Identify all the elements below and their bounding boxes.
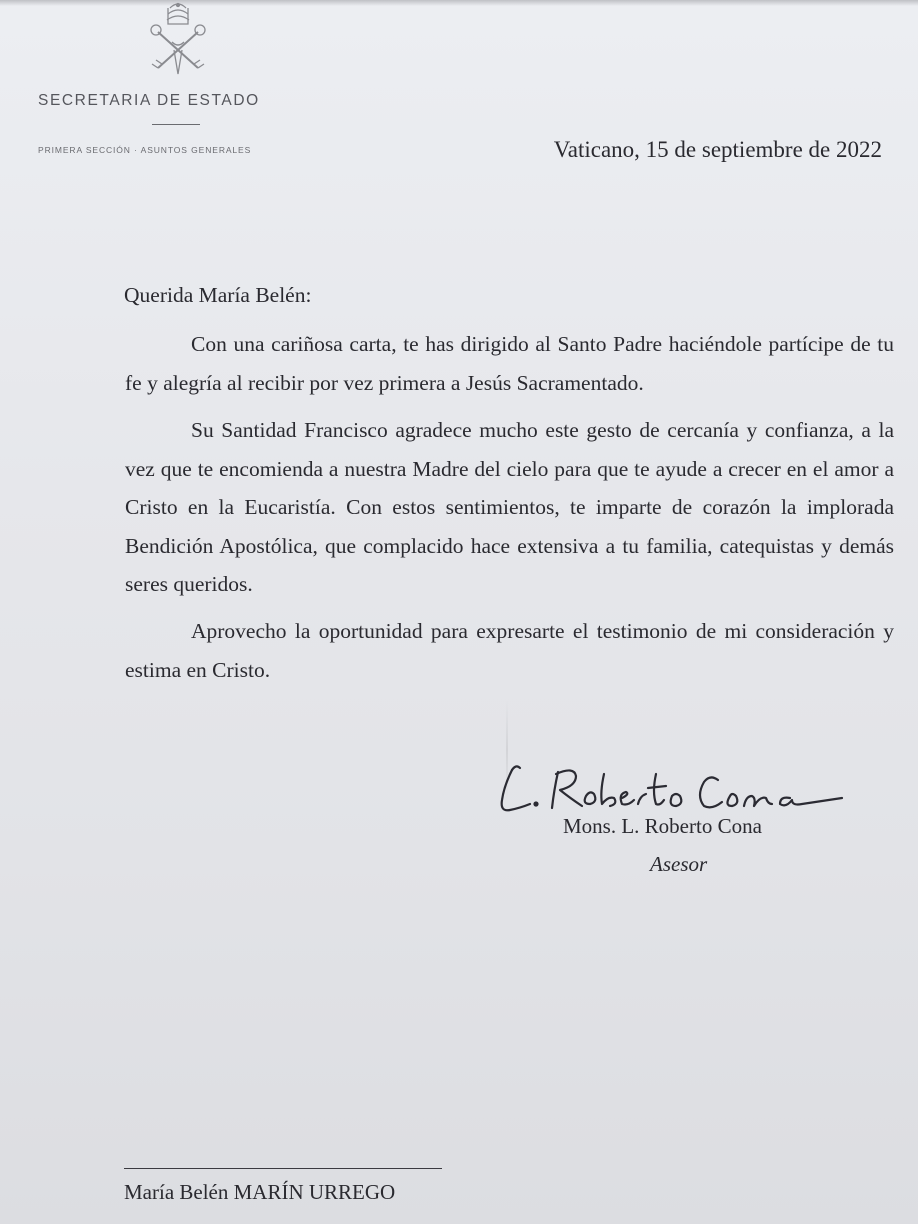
papal-crossed-keys-emblem bbox=[138, 2, 218, 78]
salutation: Querida María Belén: bbox=[124, 283, 312, 307]
letterhead-divider bbox=[152, 124, 200, 125]
body-paragraph-3: Aprovecho la oportunidad para expresarte el testimonio de mi consideración y estima en Cristo. bbox=[125, 619, 894, 682]
signer-name: Mons. L. Roberto Cona bbox=[563, 814, 762, 838]
body-paragraph-1: Con una cariñosa carta, te has dirigido al Santo Padre haciéndole partícipe de tu fe y alegría al recibir por vez primera a Jesús Sacramentado. bbox=[125, 332, 894, 395]
date-line: Vaticano, 15 de septiembre de 2022 bbox=[553, 137, 882, 162]
recipient-rule bbox=[124, 1168, 442, 1169]
letterhead-department: SECRETARIA DE ESTADO bbox=[38, 92, 260, 109]
recipient-name: María Belén MARÍN URREGO bbox=[124, 1180, 396, 1204]
letterhead-section: PRIMERA SECCIÓN · ASUNTOS GENERALES bbox=[38, 145, 252, 155]
body-paragraph-2: Su Santidad Francisco agradece mucho este gesto de cercanía y confianza, a la vez que te encomienda a nuestra Madre del cielo para que te ayude a crecer en el amor a Cristo en la Eucaristía. Con estos sentimientos, te imparte de corazón la implorada Bendición Apostólica, que complacido hace extensiva a tu familia, catequistas y demás seres queridos. bbox=[125, 418, 894, 597]
signer-title: Asesor bbox=[650, 852, 708, 876]
